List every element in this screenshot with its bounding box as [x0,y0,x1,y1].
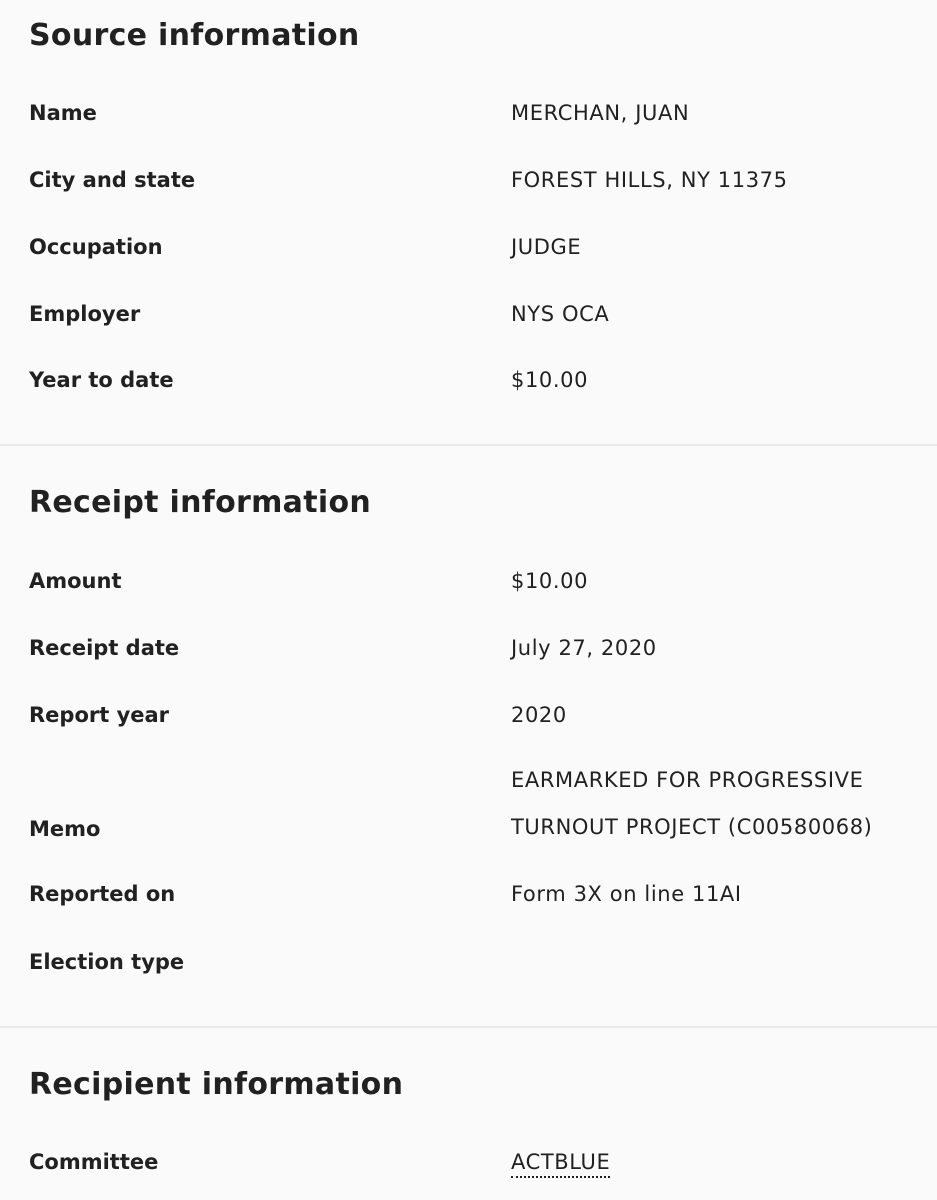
election-type-label: Election type [29,950,185,974]
report-year-label: Report year [29,703,170,727]
recipient-information-title: Recipient information [29,1067,404,1102]
report-year-value: 2020 [511,703,567,727]
city-state-value: FOREST HILLS, NY 11375 [511,168,788,192]
name-value: MERCHAN, JUAN [511,101,690,125]
occupation-label: Occupation [29,235,163,259]
receipt-information-title: Receipt information [29,485,372,520]
memo-label: Memo [29,817,101,841]
reported-on-label: Reported on [29,882,176,906]
amount-label: Amount [29,569,122,593]
source-information-title: Source information [29,18,360,53]
committee-value [511,1150,921,1174]
memo-value-line-1: EARMARKED FOR PROGRESSIVE [511,768,864,792]
section-divider [0,444,937,446]
employer-label: Employer [29,302,141,326]
committee-label: Committee [29,1150,159,1174]
amount-value: $10.00 [511,569,589,593]
year-to-date-value: $10.00 [511,368,589,392]
year-to-date-label: Year to date [29,368,174,392]
section-divider [0,1026,937,1028]
employer-value: NYS OCA [511,302,610,326]
reported-on-value: Form 3X on line 11AI [511,882,742,906]
occupation-value: JUDGE [511,235,582,259]
committee-link[interactable]: ACTBLUE [511,1150,610,1178]
city-state-label: City and state [29,168,196,192]
name-label: Name [29,101,97,125]
memo-value-line-2: TURNOUT PROJECT (C00580068) [511,815,873,839]
receipt-date-value: July 27, 2020 [511,636,657,660]
receipt-date-label: Receipt date [29,636,180,660]
